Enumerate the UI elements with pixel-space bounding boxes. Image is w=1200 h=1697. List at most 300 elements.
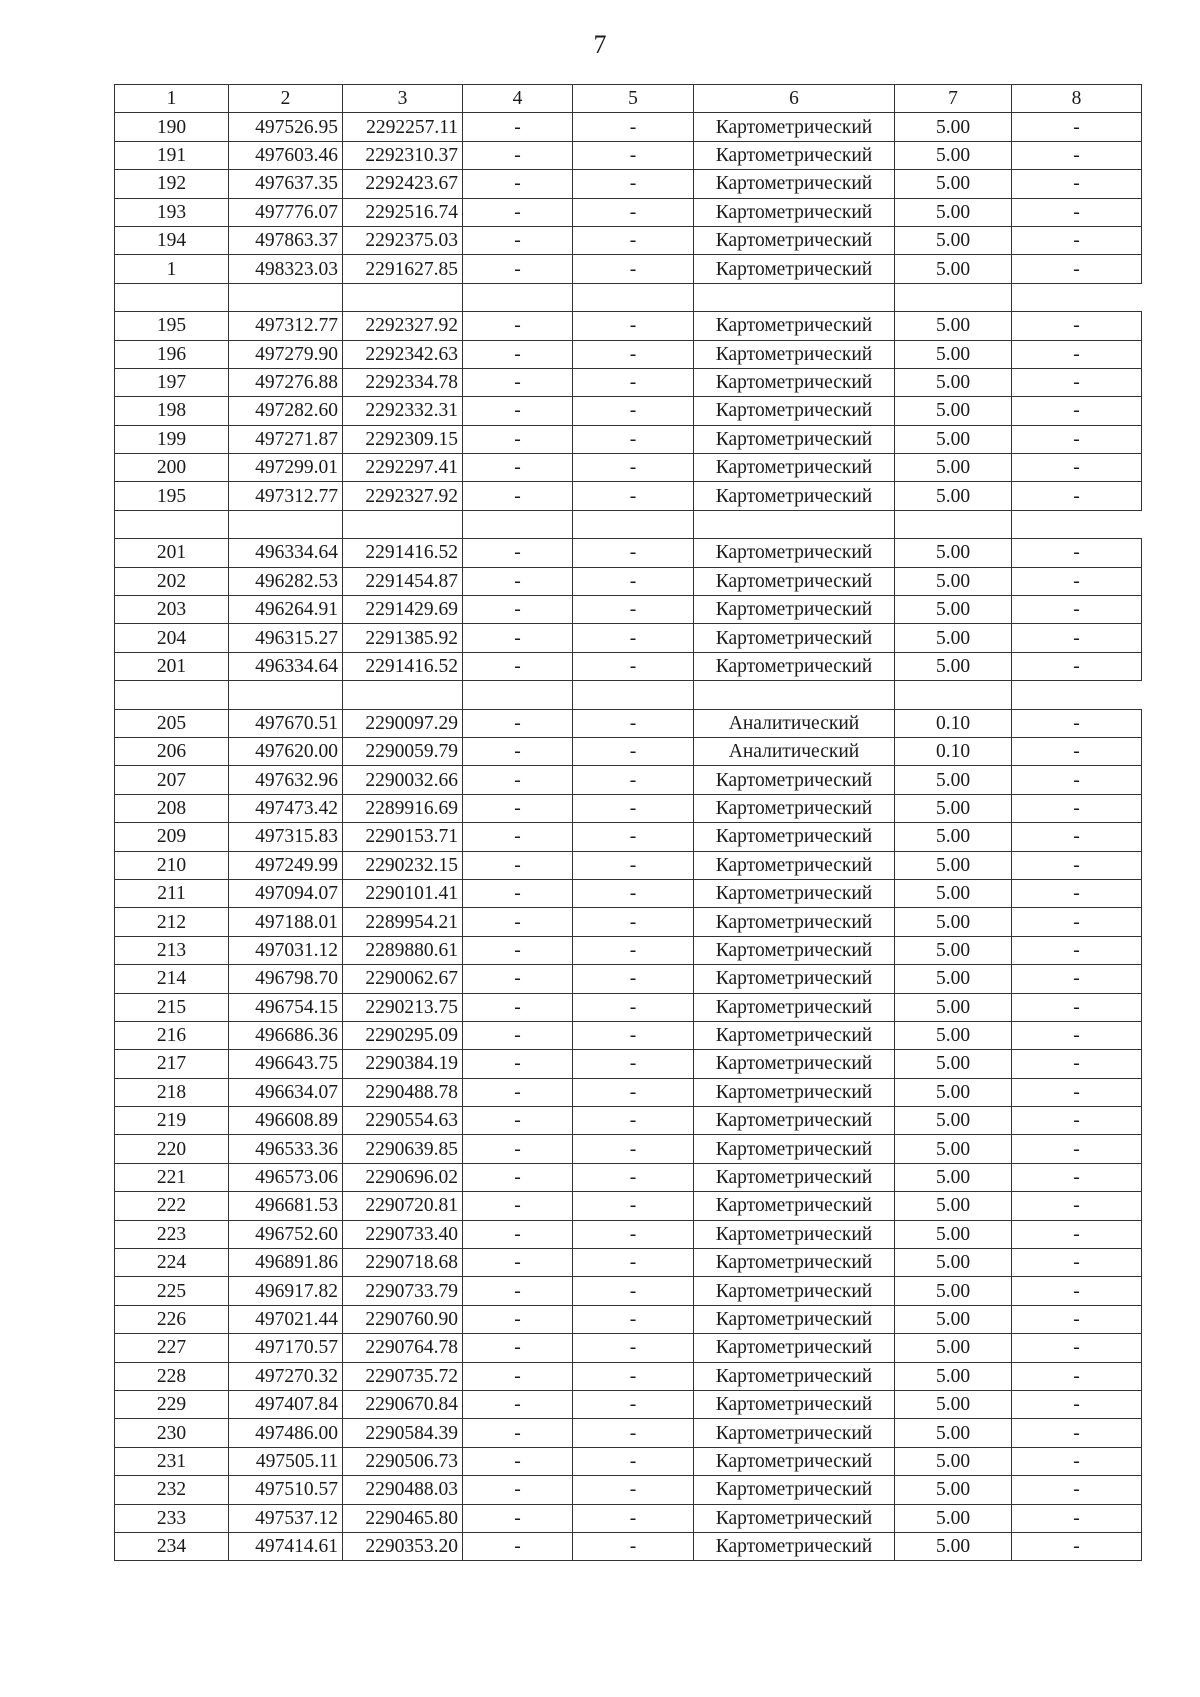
table-cell: - [573,368,694,396]
table-cell: - [1012,113,1142,141]
table-cell: 497315.83 [229,823,343,851]
table-cell: - [1012,1305,1142,1333]
empty-cell [343,681,463,709]
table-row [115,794,1142,822]
table-cell: - [573,340,694,368]
table-cell: - [573,993,694,1021]
table-cell: 5.00 [895,170,1012,198]
table-cell: 207 [115,766,229,794]
table-row [115,1419,1142,1447]
table-cell: 497414.61 [229,1532,343,1560]
table-row [115,255,1142,283]
table-cell: 233 [115,1504,229,1532]
table-cell: - [463,709,573,737]
table-cell: Картометрический [694,1192,895,1220]
table-cell: - [1012,851,1142,879]
table-cell: 5.00 [895,113,1012,141]
empty-cell [463,510,573,538]
table-cell: 2290733.40 [343,1220,463,1248]
table-cell: - [573,1220,694,1248]
table-cell: 497510.57 [229,1476,343,1504]
empty-cell [115,283,229,311]
table-cell: 496634.07 [229,1078,343,1106]
table-cell: Аналитический [694,709,895,737]
table-row [115,1021,1142,1049]
table-cell: Аналитический [694,737,895,765]
table-cell: Картометрический [694,1135,895,1163]
table-cell: - [1012,1334,1142,1362]
table-cell: - [463,312,573,340]
table-cell: - [573,1362,694,1390]
table-cell: - [573,482,694,510]
table-row [115,993,1142,1021]
table-cell: Картометрический [694,539,895,567]
header-cell: 7 [895,85,1012,113]
table-cell: Картометрический [694,794,895,822]
table-row [115,879,1142,907]
table-cell: 497299.01 [229,454,343,482]
table-row [115,454,1142,482]
table-cell: - [573,1334,694,1362]
table-cell: - [573,1163,694,1191]
table-cell: 5.00 [895,1419,1012,1447]
table-cell: - [573,823,694,851]
table-cell: 2292332.31 [343,397,463,425]
table-cell: - [1012,709,1142,737]
table-cell: 5.00 [895,965,1012,993]
table-cell: 195 [115,312,229,340]
empty-cell [229,681,343,709]
table-cell: 2290584.39 [343,1419,463,1447]
table-cell: - [1012,141,1142,169]
table-cell: - [463,1078,573,1106]
table-cell: 5.00 [895,624,1012,652]
empty-cell [895,681,1012,709]
table-cell: - [1012,1078,1142,1106]
table-cell: 2290465.80 [343,1504,463,1532]
table-cell: 5.00 [895,1390,1012,1418]
table-cell: - [463,993,573,1021]
table-cell: - [463,652,573,680]
table-cell: 2290062.67 [343,965,463,993]
empty-cell [1012,283,1142,311]
table-cell: 204 [115,624,229,652]
table-cell: 496752.60 [229,1220,343,1248]
table-row [115,226,1142,254]
table-cell: 2290764.78 [343,1334,463,1362]
table-cell: - [463,1220,573,1248]
table-cell: 5.00 [895,1305,1012,1333]
table-cell: 497537.12 [229,1504,343,1532]
table-row [115,965,1142,993]
empty-cell [573,681,694,709]
table-cell: 5.00 [895,312,1012,340]
table-cell: - [573,1050,694,1078]
table-cell: 5.00 [895,1277,1012,1305]
table-cell: 5.00 [895,1078,1012,1106]
table-row [115,1050,1142,1078]
table-cell: 2291416.52 [343,539,463,567]
table-cell: Картометрический [694,1390,895,1418]
table-cell: - [573,709,694,737]
table-row [115,1107,1142,1135]
table-cell: 5.00 [895,1163,1012,1191]
table-cell: 5.00 [895,1362,1012,1390]
table-cell: 5.00 [895,368,1012,396]
table-cell: 2290488.78 [343,1078,463,1106]
table-cell: - [463,425,573,453]
header-cell: 4 [463,85,573,113]
table-cell: - [573,1192,694,1220]
table-cell: - [573,454,694,482]
table-cell: 497021.44 [229,1305,343,1333]
table-cell: - [463,936,573,964]
table-cell: 2290101.41 [343,879,463,907]
table-header [115,85,1142,113]
table-row [115,709,1142,737]
table-cell: - [573,624,694,652]
table-cell: 496334.64 [229,652,343,680]
table-cell: - [463,737,573,765]
table-cell: 2290639.85 [343,1135,463,1163]
table-cell: 2290670.84 [343,1390,463,1418]
table-cell: - [463,539,573,567]
table-cell: 2292334.78 [343,368,463,396]
empty-cell [1012,510,1142,538]
table-cell: 200 [115,454,229,482]
table-cell: - [1012,596,1142,624]
table-cell: 496754.15 [229,993,343,1021]
header-row [115,85,1142,113]
page-number: 7 [593,30,607,59]
table-cell: 2290032.66 [343,766,463,794]
table-cell: 216 [115,1021,229,1049]
table-cell: - [573,567,694,595]
header-cell: 3 [343,85,463,113]
table-cell: - [463,454,573,482]
table-cell: - [573,312,694,340]
table-cell: - [1012,1163,1142,1191]
table-cell: 2292310.37 [343,141,463,169]
table-cell: - [463,879,573,907]
table-cell: Картометрический [694,170,895,198]
table-cell: 231 [115,1447,229,1475]
table-cell: 5.00 [895,255,1012,283]
table-row [115,652,1142,680]
table-cell: 199 [115,425,229,453]
table-cell: - [463,141,573,169]
table-cell: 2290488.03 [343,1476,463,1504]
table-cell: 232 [115,1476,229,1504]
table-row [115,596,1142,624]
table-cell: - [1012,1390,1142,1418]
empty-cell [343,510,463,538]
table-cell: 5.00 [895,539,1012,567]
table-cell: - [573,1277,694,1305]
table-cell: - [1012,226,1142,254]
table-cell: - [463,1249,573,1277]
table-cell: 5.00 [895,567,1012,595]
table-cell: - [463,624,573,652]
table-cell: - [573,255,694,283]
table-cell: 219 [115,1107,229,1135]
separator-row [115,510,1142,538]
table-row [115,1390,1142,1418]
table-cell: 497863.37 [229,226,343,254]
table-cell: 497526.95 [229,113,343,141]
table-cell: - [573,652,694,680]
table-cell: - [1012,879,1142,907]
table-cell: - [463,908,573,936]
table-row [115,397,1142,425]
table-row [115,1447,1142,1475]
table-cell: - [1012,1021,1142,1049]
table-cell: 5.00 [895,454,1012,482]
table-cell: - [463,1163,573,1191]
table-cell: 497473.42 [229,794,343,822]
header-cell: 1 [115,85,229,113]
table-row [115,737,1142,765]
header-cell: 5 [573,85,694,113]
table-cell: 2291454.87 [343,567,463,595]
table-cell: Картометрический [694,567,895,595]
table-cell: - [463,397,573,425]
table-cell: 2290232.15 [343,851,463,879]
table-cell: 2292257.11 [343,113,463,141]
empty-cell [895,283,1012,311]
table-cell: - [463,1362,573,1390]
header-cell: 6 [694,85,895,113]
table-cell: Картометрический [694,1362,895,1390]
table-cell: 497505.11 [229,1447,343,1475]
table-cell: 497249.99 [229,851,343,879]
table-cell: Картометрический [694,1078,895,1106]
table-cell: Картометрический [694,1419,895,1447]
table-cell: - [463,170,573,198]
table-row [115,1476,1142,1504]
table-row [115,170,1142,198]
table-cell: - [463,1476,573,1504]
empty-cell [694,283,895,311]
table-cell: - [1012,255,1142,283]
table-cell: - [1012,454,1142,482]
table-cell: - [573,397,694,425]
table-cell: 191 [115,141,229,169]
table-cell: 496533.36 [229,1135,343,1163]
table-cell: - [463,1021,573,1049]
table-cell: 194 [115,226,229,254]
table-cell: Картометрический [694,1476,895,1504]
table-cell: 5.00 [895,1249,1012,1277]
table-cell: 496917.82 [229,1277,343,1305]
table-row [115,1334,1142,1362]
table-cell: 5.00 [895,198,1012,226]
table-cell: - [573,226,694,254]
table-cell: 5.00 [895,482,1012,510]
table-cell: 496686.36 [229,1021,343,1049]
empty-cell [343,283,463,311]
table-cell: Картометрический [694,1532,895,1560]
table-cell: - [1012,1532,1142,1560]
table-cell: - [463,596,573,624]
table-row [115,1277,1142,1305]
table-cell: 2290384.19 [343,1050,463,1078]
table-cell: 5.00 [895,1107,1012,1135]
table-cell: 497312.77 [229,312,343,340]
table-cell: Картометрический [694,936,895,964]
table-cell: 5.00 [895,652,1012,680]
table-cell: Картометрический [694,1220,895,1248]
table-cell: - [573,936,694,964]
table-cell: - [1012,936,1142,964]
table-cell: 5.00 [895,1220,1012,1248]
table-cell: 217 [115,1050,229,1078]
table-cell: Картометрический [694,368,895,396]
table-cell: - [1012,1107,1142,1135]
table-row [115,198,1142,226]
table-cell: 2292327.92 [343,312,463,340]
table-cell: - [1012,1504,1142,1532]
table-cell: - [573,1476,694,1504]
table-cell: 5.00 [895,1532,1012,1560]
table-cell: - [573,170,694,198]
table-cell: 2291416.52 [343,652,463,680]
table-cell: - [1012,539,1142,567]
table-cell: 497407.84 [229,1390,343,1418]
table-cell: - [463,1305,573,1333]
table-cell: - [1012,1220,1142,1248]
table-cell: Картометрический [694,1504,895,1532]
table-cell: - [463,1050,573,1078]
table-cell: 5.00 [895,823,1012,851]
separator-row [115,283,1142,311]
table-cell: - [1012,1362,1142,1390]
table-cell: - [463,1532,573,1560]
table-cell: 226 [115,1305,229,1333]
table-cell: - [573,851,694,879]
table-cell: - [573,766,694,794]
table-cell: - [1012,482,1142,510]
table-row [115,823,1142,851]
table-cell: 2290735.72 [343,1362,463,1390]
table-cell: 2290554.63 [343,1107,463,1135]
table-cell: 228 [115,1362,229,1390]
empty-cell [115,681,229,709]
table-cell: - [573,1305,694,1333]
table-cell: - [573,1249,694,1277]
empty-cell [1012,681,1142,709]
table-cell: 229 [115,1390,229,1418]
table-cell: Картометрический [694,1447,895,1475]
table-cell: 195 [115,482,229,510]
table-cell: 215 [115,993,229,1021]
table-cell: - [463,1107,573,1135]
table-cell: 497170.57 [229,1334,343,1362]
table-cell: 2290718.68 [343,1249,463,1277]
table-cell: 497637.35 [229,170,343,198]
table-cell: - [463,482,573,510]
table-cell: Картометрический [694,993,895,1021]
table-cell: 5.00 [895,1135,1012,1163]
table-row [115,1135,1142,1163]
table-cell: 197 [115,368,229,396]
table-cell: - [1012,1135,1142,1163]
header-cell: 8 [1012,85,1142,113]
table-cell: - [1012,340,1142,368]
table-cell: 192 [115,170,229,198]
table-cell: 2292375.03 [343,226,463,254]
table-cell: 2290059.79 [343,737,463,765]
table-cell: - [463,1277,573,1305]
table-row [115,1249,1142,1277]
table-cell: 218 [115,1078,229,1106]
table-cell: - [463,1192,573,1220]
table-cell: - [573,1419,694,1447]
table-cell: Картометрический [694,879,895,907]
table-cell: 220 [115,1135,229,1163]
table-cell: 497632.96 [229,766,343,794]
table-cell: 5.00 [895,1021,1012,1049]
table-cell: 2291385.92 [343,624,463,652]
table-row [115,1078,1142,1106]
table-cell: - [573,1107,694,1135]
table-cell: - [463,851,573,879]
table-cell: - [463,1504,573,1532]
table-cell: - [573,1447,694,1475]
table-cell: 190 [115,113,229,141]
table-cell: 497486.00 [229,1419,343,1447]
table-cell: - [1012,1277,1142,1305]
table-cell: 234 [115,1532,229,1560]
table-cell: 5.00 [895,851,1012,879]
table-cell: 206 [115,737,229,765]
table-cell: 2289916.69 [343,794,463,822]
table-cell: - [1012,198,1142,226]
table-cell: 210 [115,851,229,879]
table-cell: 5.00 [895,879,1012,907]
header-cell: 2 [229,85,343,113]
table-cell: Картометрический [694,965,895,993]
table-cell: 497188.01 [229,908,343,936]
table-cell: - [463,965,573,993]
table-cell: 2290295.09 [343,1021,463,1049]
table-cell: 224 [115,1249,229,1277]
table-cell: Картометрический [694,908,895,936]
table-cell: 5.00 [895,1504,1012,1532]
table-cell: 2290353.20 [343,1532,463,1560]
table-cell: - [463,1135,573,1163]
table-cell: 497279.90 [229,340,343,368]
table-cell: 1 [115,255,229,283]
table-cell: 498323.03 [229,255,343,283]
table-cell: - [1012,1447,1142,1475]
table-cell: - [463,1390,573,1418]
table-cell: - [573,794,694,822]
table-cell: - [463,198,573,226]
table-cell: - [1012,170,1142,198]
separator-row [115,681,1142,709]
table-cell: Картометрический [694,454,895,482]
table-cell: - [573,1504,694,1532]
table-cell: 496798.70 [229,965,343,993]
table-cell: 5.00 [895,1334,1012,1362]
table-cell: 2290153.71 [343,823,463,851]
table-cell: Картометрический [694,198,895,226]
table-cell: - [1012,908,1142,936]
coordinates-table [114,84,1142,1561]
table-cell: 2289880.61 [343,936,463,964]
table-cell: 5.00 [895,1447,1012,1475]
